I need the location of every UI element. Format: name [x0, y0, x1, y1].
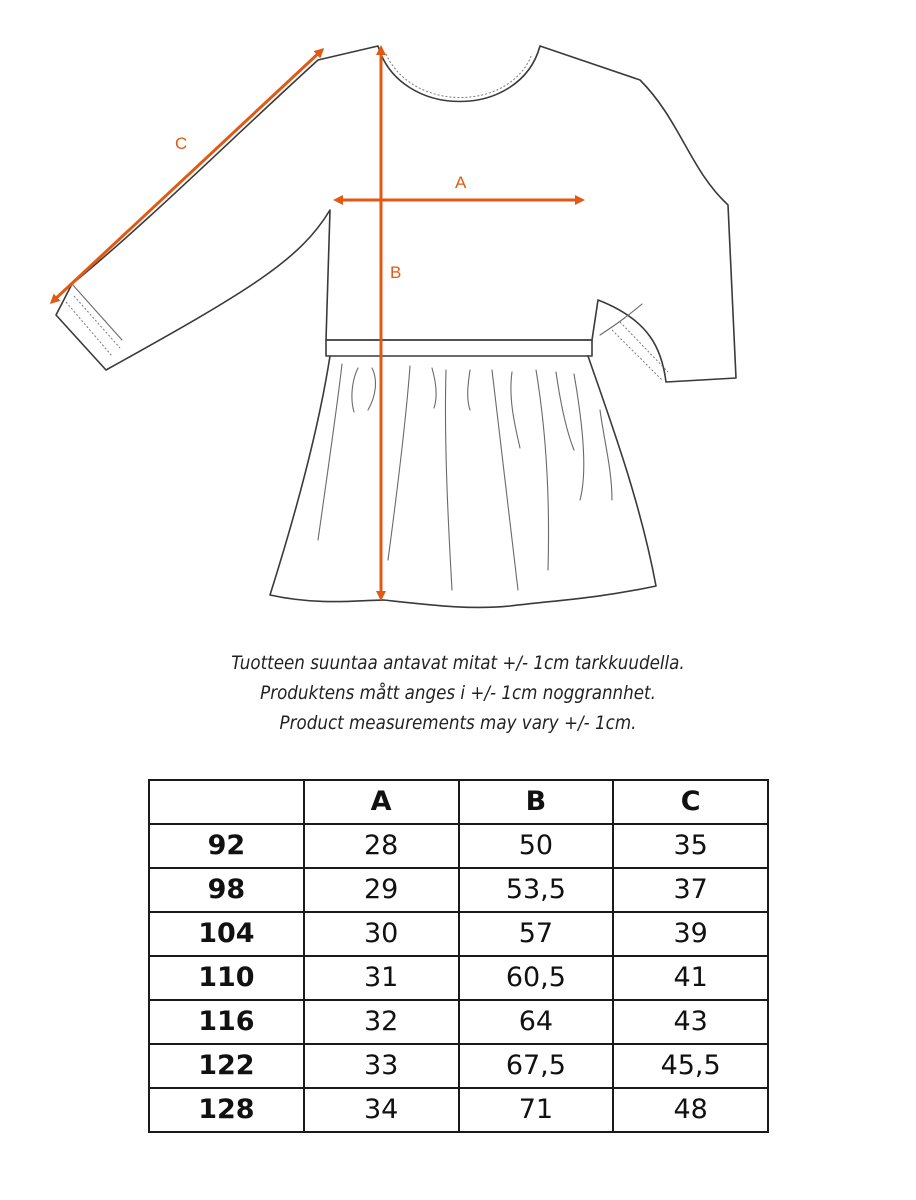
size-cell: 98 [149, 868, 304, 912]
c-cell: 43 [613, 1000, 768, 1044]
size-cell: 110 [149, 956, 304, 1000]
header-b: B [459, 780, 614, 824]
c-cell: 37 [613, 868, 768, 912]
table-header-row [149, 780, 768, 824]
right-cuff [600, 304, 642, 335]
b-cell: 71 [459, 1088, 614, 1132]
size-cell: 104 [149, 912, 304, 956]
a-cell: 32 [304, 1000, 459, 1044]
right-cuff-stitch [612, 330, 662, 380]
disclaimer-swedish: Produktens mått anges i +/- 1cm noggrannhet. [260, 682, 656, 704]
a-cell: 30 [304, 912, 459, 956]
header-size [149, 780, 304, 824]
table-row [149, 1088, 768, 1132]
c-cell: 39 [613, 912, 768, 956]
neckline-stitch [386, 54, 532, 98]
table-row [149, 868, 768, 912]
measure-c-label: C [175, 134, 188, 153]
size-cell: 92 [149, 824, 304, 868]
left-cuff-stitch-2 [74, 296, 120, 348]
table-row [149, 1044, 768, 1088]
table-row [149, 1000, 768, 1044]
a-cell: 28 [304, 824, 459, 868]
table-row [149, 912, 768, 956]
skirt-outline [270, 356, 656, 607]
c-cell: 45,5 [613, 1044, 768, 1088]
measure-a-label: A [455, 173, 467, 192]
skirt-folds [318, 364, 612, 590]
header-c: C [613, 780, 768, 824]
b-cell: 60,5 [459, 956, 614, 1000]
table-row [149, 824, 768, 868]
b-cell: 50 [459, 824, 614, 868]
b-cell: 57 [459, 912, 614, 956]
a-cell: 33 [304, 1044, 459, 1088]
c-cell: 35 [613, 824, 768, 868]
table-row [149, 956, 768, 1000]
b-cell: 67,5 [459, 1044, 614, 1088]
measure-b-label: B [390, 263, 402, 282]
c-cell: 41 [613, 956, 768, 1000]
size-cell: 116 [149, 1000, 304, 1044]
a-cell: 29 [304, 868, 459, 912]
size-cell: 122 [149, 1044, 304, 1088]
size-table [148, 779, 769, 1133]
a-cell: 31 [304, 956, 459, 1000]
bodice-outline [56, 46, 736, 382]
waistband [326, 340, 592, 356]
left-cuff [72, 284, 122, 340]
disclaimer-finnish: Tuotteen suuntaa antavat mitat +/- 1cm tarkkuudella. [231, 652, 685, 674]
header-a: A [304, 780, 459, 824]
measurement-disclaimer [55, 648, 861, 738]
dress-outline [56, 46, 736, 607]
disclaimer-english: Product measurements may vary +/- 1cm. [279, 712, 637, 734]
b-cell: 53,5 [459, 868, 614, 912]
size-cell: 128 [149, 1088, 304, 1132]
measurements [52, 48, 582, 598]
left-cuff-stitch [66, 302, 112, 356]
b-cell: 64 [459, 1000, 614, 1044]
c-cell: 48 [613, 1088, 768, 1132]
a-cell: 34 [304, 1088, 459, 1132]
